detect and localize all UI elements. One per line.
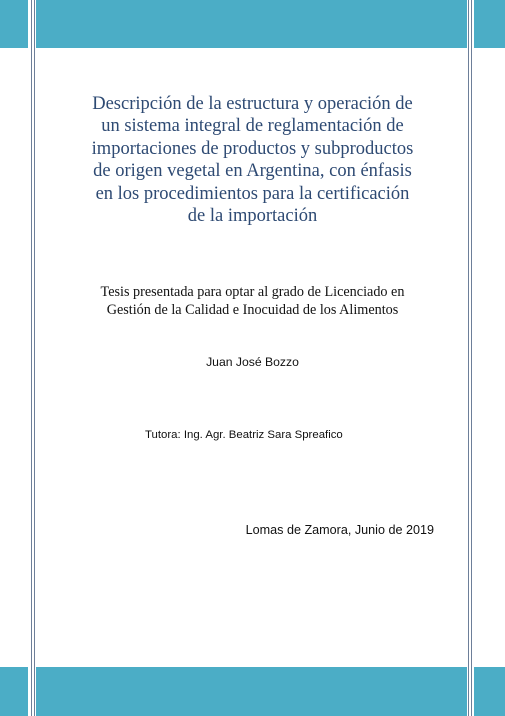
header-band-left (0, 0, 28, 48)
degree-statement-line: Gestión de la Calidad e Inocuidad de los Alimentos (106, 302, 399, 318)
title-line: de la importación (187, 206, 318, 227)
footer-band-center (36, 667, 467, 716)
title-line: un sistema integral de reglamentación de (101, 116, 404, 137)
left-frame-line-outer (31, 0, 32, 716)
thesis-title (50, 93, 455, 227)
title-line: de origen vegetal en Argentina, con énfasis (93, 161, 412, 182)
title-line: en los procedimientos para la certificación (95, 183, 410, 204)
degree-statement-line: Tesis presentada para optar al grado de Licenciado en (100, 284, 405, 300)
right-frame-line-outer (471, 0, 472, 716)
header-band-right (474, 0, 505, 48)
footer-band-right (474, 667, 505, 716)
place-and-date: Lomas de Zamora, Junio de 2019 (245, 523, 434, 537)
author-name: Juan José Bozzo (206, 355, 299, 369)
title-line: Descripción de la estructura y operación de (92, 94, 413, 114)
left-frame-line-inner (34, 0, 35, 716)
title-line: importaciones de productos y subproductos (91, 138, 414, 159)
right-frame-line-inner (468, 0, 469, 716)
degree-statement (48, 283, 457, 319)
footer-band-left (0, 667, 28, 716)
header-band-center (36, 0, 467, 48)
tutor-line: Tutora: Ing. Agr. Beatriz Sara Spreafico (145, 429, 343, 441)
